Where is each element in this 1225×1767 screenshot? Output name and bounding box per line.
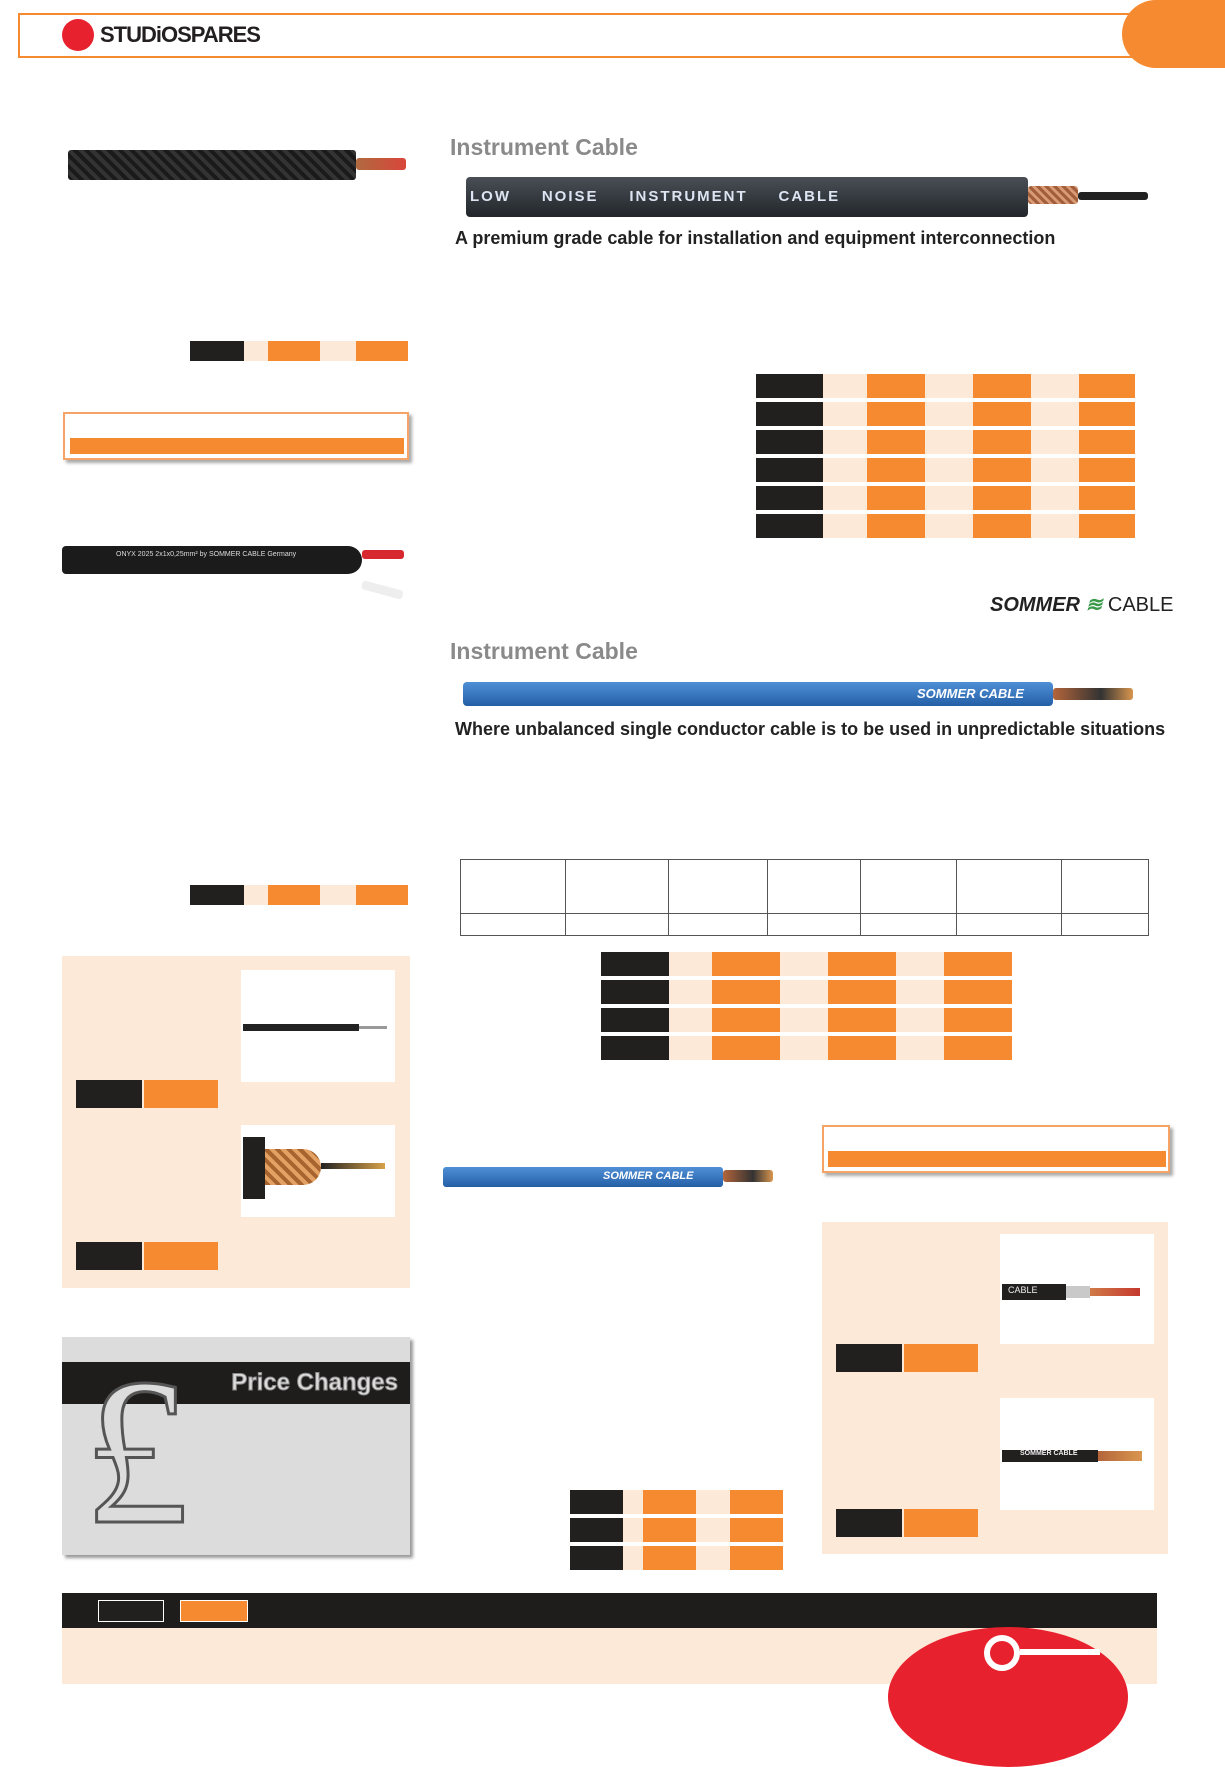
grid-cell	[925, 374, 973, 400]
logo-dot-icon	[984, 1635, 1020, 1671]
grid-cell	[601, 980, 669, 1006]
grid-cell	[696, 1518, 730, 1544]
grid-cell	[925, 486, 973, 512]
thin-cable-core	[359, 1026, 387, 1029]
swatch-black	[76, 1242, 142, 1270]
grid-cell	[643, 1490, 696, 1516]
sommer-thumb-core	[1098, 1451, 1142, 1461]
grid-cell	[1079, 402, 1135, 428]
product-photo-black-cable	[1000, 1234, 1154, 1344]
grid-cell	[896, 952, 944, 978]
grid-cell	[669, 1036, 712, 1062]
sommer-logo-light: CABLE	[1107, 594, 1174, 616]
grid-cell	[780, 952, 828, 978]
swatch-black	[190, 341, 244, 361]
grid-cell	[867, 486, 925, 512]
black-cable-shield	[1066, 1286, 1090, 1298]
grid-cell	[867, 374, 925, 400]
instrument-cable-braid-1	[1028, 186, 1078, 204]
grid-cell	[944, 952, 1012, 978]
grid-row	[570, 1546, 783, 1572]
blue-cable-core	[723, 1170, 773, 1182]
grid-row	[756, 374, 1135, 400]
header-rule-left	[18, 13, 20, 56]
grid-cell	[973, 374, 1031, 400]
swatch-black	[836, 1509, 902, 1537]
black-cable-print: CABLE	[1008, 1285, 1038, 1295]
grid-cell	[896, 1036, 944, 1062]
grid-cell	[601, 1008, 669, 1034]
grid-cell	[712, 1036, 780, 1062]
braided-cable-core	[356, 158, 406, 170]
sommer-thumb-print: SOMMER CABLE	[1020, 1450, 1078, 1457]
grid-cell	[925, 458, 973, 484]
pound-icon: £	[84, 1336, 189, 1568]
section-title-instrument-2: Instrument Cable	[450, 638, 638, 664]
grid-cell	[828, 980, 896, 1006]
grid-cell	[823, 486, 867, 512]
grid-cell	[601, 952, 669, 978]
grid-cell	[823, 374, 867, 400]
grid-cell	[1031, 430, 1079, 456]
grid-cell	[867, 458, 925, 484]
swatch-orange	[268, 885, 320, 905]
grid-cell	[867, 430, 925, 456]
grid-cell	[1031, 486, 1079, 512]
grid-row	[756, 430, 1135, 456]
swatch-orange	[144, 1242, 218, 1270]
grid-row	[601, 1036, 1012, 1062]
swatch-cream	[244, 885, 268, 905]
grid-cell	[925, 514, 973, 540]
spec-cell	[768, 860, 861, 914]
grid-cell	[1031, 458, 1079, 484]
instrument-cable-core-1	[1078, 192, 1148, 200]
spec-cell	[566, 860, 669, 914]
section-intro-instrument-1	[455, 228, 1065, 249]
coax-braid	[265, 1149, 321, 1185]
grid-cell	[756, 514, 823, 540]
grid-cell	[896, 1008, 944, 1034]
grid-cell	[756, 486, 823, 512]
sommer-logo-mark: ≋	[1085, 594, 1103, 616]
grid-cell	[973, 430, 1031, 456]
product-photo-coax	[241, 1125, 395, 1217]
black-cable-core	[1090, 1288, 1140, 1296]
instrument-cable-print-2: SOMMER CABLE	[917, 686, 1024, 701]
grid-cell	[1079, 430, 1135, 456]
swatch-cream	[244, 341, 268, 361]
footer-swatch-orange	[180, 1600, 248, 1622]
spec-cell	[669, 914, 768, 936]
orange-bar	[70, 438, 404, 454]
grid-cell	[1031, 374, 1079, 400]
grid-cell	[570, 1546, 623, 1572]
product-panel-left	[62, 956, 410, 1288]
blue-cable-print: SOMMER CABLE	[603, 1170, 694, 1182]
price-changes-title: Price Changes	[231, 1369, 398, 1396]
brand-name: STUDiOSPARES	[100, 22, 260, 47]
page-tab	[1122, 0, 1225, 68]
grid-cell	[730, 1490, 783, 1516]
grid-cell	[623, 1490, 643, 1516]
grid-row	[601, 952, 1012, 978]
grid-cell	[601, 1036, 669, 1062]
header-rule-bottom	[18, 56, 1225, 58]
grid-cell	[973, 402, 1031, 428]
grid-cell	[1031, 402, 1079, 428]
grid-cell	[823, 458, 867, 484]
grid-cell	[570, 1490, 623, 1516]
grid-cell	[828, 1008, 896, 1034]
logo-line-icon	[1020, 1649, 1100, 1655]
thin-cable	[243, 1024, 359, 1031]
grid-cell	[712, 1008, 780, 1034]
grid-cell	[944, 1008, 1012, 1034]
grid-cell	[823, 430, 867, 456]
grid-cell	[973, 486, 1031, 512]
onyx-red-core	[362, 550, 404, 559]
grid-cell	[944, 1036, 1012, 1062]
grid-cell	[896, 980, 944, 1006]
spec-cell	[669, 860, 768, 914]
braided-cable-image	[68, 150, 356, 180]
grid-cell	[623, 1546, 643, 1572]
grid-cell	[828, 952, 896, 978]
swatch-black	[836, 1344, 902, 1372]
grid-row	[601, 1008, 1012, 1034]
sommer-cable-logo	[990, 592, 1173, 617]
grid-cell	[973, 514, 1031, 540]
spec-table-row	[461, 860, 1149, 914]
product-photo-thin-cable	[241, 970, 395, 1082]
grid-cell	[643, 1518, 696, 1544]
grid-cell	[1079, 458, 1135, 484]
grid-cell	[780, 1008, 828, 1034]
grid-cell	[756, 458, 823, 484]
spec-cell	[957, 914, 1062, 936]
grid-row	[601, 980, 1012, 1006]
spec-table	[460, 859, 1149, 936]
grid-cell	[1079, 514, 1135, 540]
spec-cell	[861, 914, 957, 936]
spec-cell	[861, 860, 957, 914]
grid-row	[756, 458, 1135, 484]
grid-cell	[1079, 486, 1135, 512]
grid-cell	[828, 1036, 896, 1062]
spec-cell	[461, 914, 566, 936]
spec-table-row	[461, 914, 1149, 936]
grid-cell	[823, 402, 867, 428]
swatch-orange	[144, 1080, 218, 1108]
grid-cell	[823, 514, 867, 540]
swatch-black	[76, 1080, 142, 1108]
brand-logo-icon	[62, 19, 94, 51]
grid-row	[570, 1490, 783, 1516]
header-rule-top	[18, 13, 1225, 15]
grid-cell	[643, 1546, 696, 1572]
product-photo-sommer-cable	[1000, 1398, 1154, 1510]
grid-cell	[973, 458, 1031, 484]
grid-cell	[696, 1490, 730, 1516]
swatch-orange	[904, 1509, 978, 1537]
swatch-orange	[268, 341, 320, 361]
sommer-logo-bold: SOMMER	[990, 594, 1080, 616]
spec-cell	[1062, 860, 1149, 914]
grid-cell	[669, 1008, 712, 1034]
swatch-orange	[356, 885, 408, 905]
orange-bar-box	[63, 412, 409, 460]
grid-cell	[867, 402, 925, 428]
spec-cell	[1062, 914, 1149, 936]
grid-row	[570, 1518, 783, 1544]
grid-cell	[669, 952, 712, 978]
grid-cell	[925, 402, 973, 428]
swatch-black	[190, 885, 244, 905]
grid-cell	[756, 430, 823, 456]
swatch-cream	[320, 341, 356, 361]
spec-cell	[461, 860, 566, 914]
instrument-cable-print-1: LOW NOISE INSTRUMENT CABLE	[470, 188, 841, 205]
grid-cell	[944, 980, 1012, 1006]
grid-cell	[756, 374, 823, 400]
grid-cell	[712, 952, 780, 978]
orange-bar-box-2	[822, 1125, 1170, 1173]
coax-core	[321, 1163, 385, 1169]
swatch-cream	[320, 885, 356, 905]
grid-cell	[712, 980, 780, 1006]
grid-cell	[1031, 514, 1079, 540]
onyx-cable-print: ONYX 2025 2x1x0,25mm² by SOMMER CABLE Germany	[116, 551, 297, 558]
grid-cell	[925, 430, 973, 456]
orange-bar	[828, 1151, 1166, 1167]
grid-cell	[867, 514, 925, 540]
grid-cell	[730, 1518, 783, 1544]
price-changes-box	[62, 1336, 410, 1568]
grid-cell	[780, 980, 828, 1006]
section-intro-instrument-2	[455, 719, 1166, 740]
footer	[62, 1593, 1157, 1684]
swatch-orange	[904, 1344, 978, 1372]
grid-row	[756, 514, 1135, 540]
onyx-white-core	[361, 580, 404, 600]
grid-cell	[730, 1546, 783, 1572]
grid-cell	[780, 1036, 828, 1062]
grid-cell	[570, 1518, 623, 1544]
product-panel-right	[822, 1222, 1168, 1554]
intro-text-2: Where unbalanced single conductor cable is to be used in unpredictable situations	[455, 719, 1166, 739]
grid-cell	[623, 1518, 643, 1544]
footer-swatch-black	[98, 1600, 164, 1622]
section-title-instrument-1: Instrument Cable	[450, 134, 638, 160]
grid-row	[756, 402, 1135, 428]
grid-row	[756, 486, 1135, 512]
instrument-cable-core-2	[1053, 688, 1133, 700]
intro-text-1: A premium grade cable for installation and equipment interconnection	[455, 228, 1056, 248]
coax-jacket	[243, 1137, 265, 1199]
swatch-orange	[356, 341, 408, 361]
grid-cell	[1079, 374, 1135, 400]
grid-cell	[696, 1546, 730, 1572]
spec-cell	[566, 914, 669, 936]
spec-cell	[768, 914, 861, 936]
grid-cell	[756, 402, 823, 428]
spec-cell	[957, 860, 1062, 914]
grid-cell	[669, 980, 712, 1006]
